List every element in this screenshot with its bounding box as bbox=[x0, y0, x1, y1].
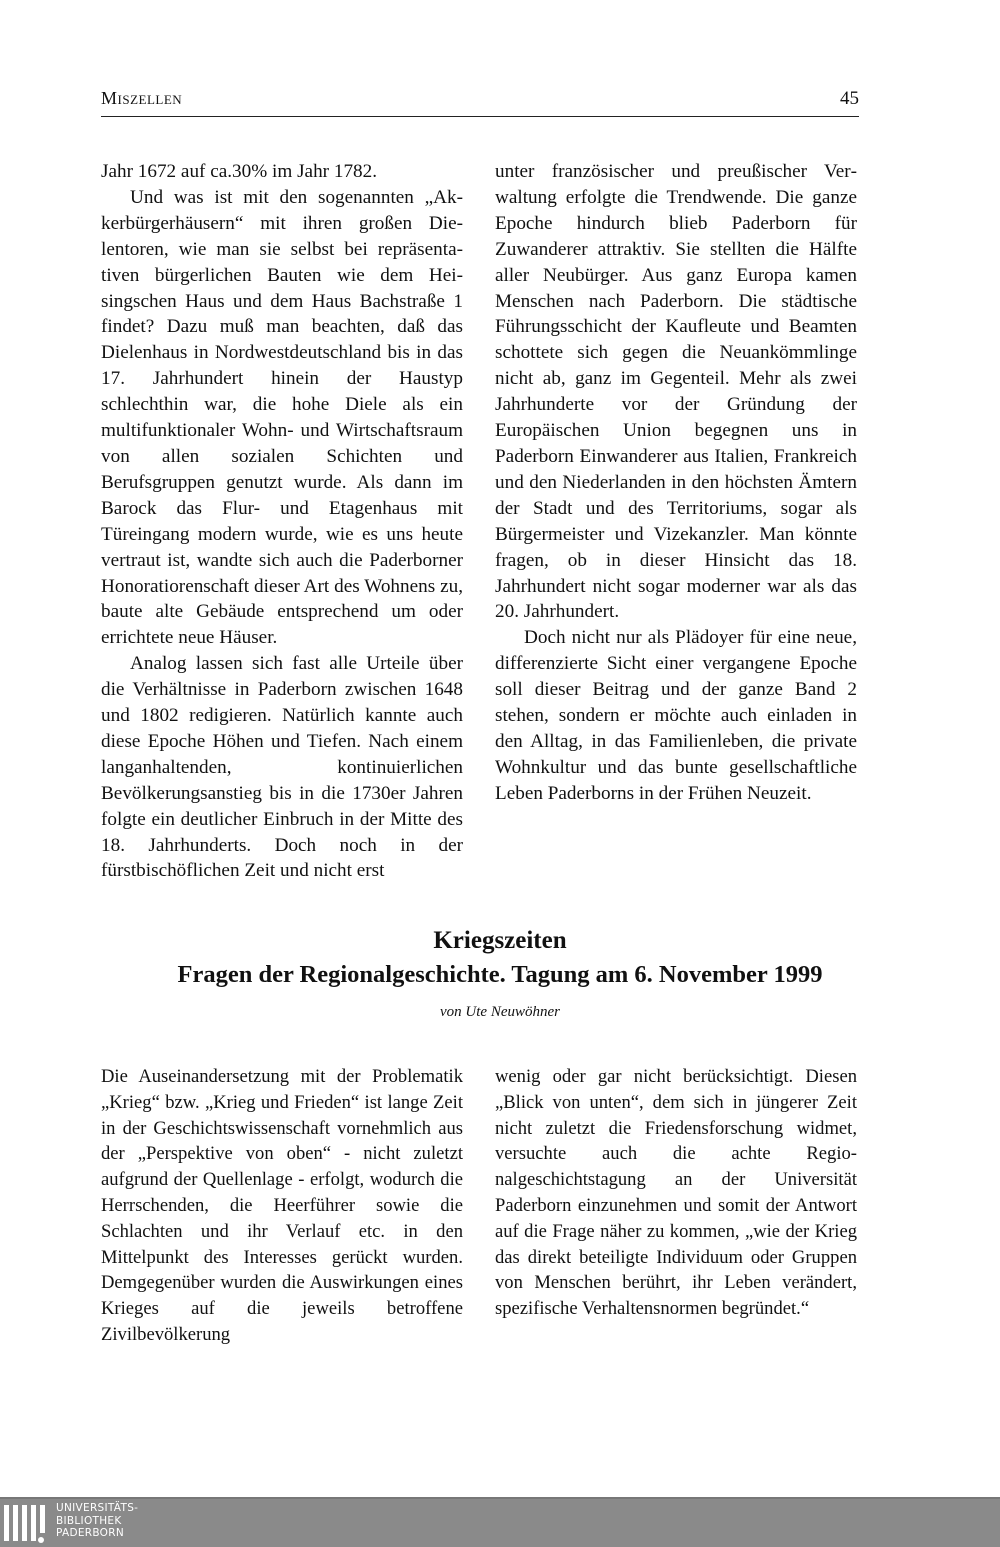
article-paragraph: Die Auseinandersetzung mit der Problematik „Krieg“ bzw. „Krieg und Frieden“ ist lange Zeit in der Geschichtswissenschaft vornehmlich aus der „Perspektive von oben“ - nicht zuletzt aufgrund der Quellenlage - erfolgt, wodurch die Herrschenden, die Heerführer sowie die Schlachten und ihr Verlauf etc. in den Mittelpunkt des Interesses gerückt wurden. Demgegenüber wurden die Auswirkungen eines Krieges auf die jeweils betroffene Zivilbevölkerung bbox=[101, 1066, 463, 1345]
library-name bbox=[56, 1502, 138, 1540]
logo-dot-icon bbox=[38, 1537, 44, 1543]
article-right-column bbox=[495, 1064, 857, 1322]
essay-paragraph: Jahr 1672 auf ca.30% im Jahr 1782. bbox=[101, 161, 378, 182]
essay-paragraph: Analog lassen sich fast alle Urteile über die Verhältnisse in Paderborn zwischen 1648 und 1802 redigieren. Natürlich kannte auch diese Epoche Höhen und Tiefen. Nach einem langanhaltenden, kontinuierlichen Bevölkerungsanstieg bis in die 1730er Jahren folgte ein deutlicher Einbruch in der Mitte des 18. Jahrhunderts. Doch noch in der fürstbischöflichen Zeit und nicht erst bbox=[101, 653, 463, 882]
library-name-line: UNIVERSITÄTS- bbox=[56, 1502, 139, 1514]
article-subtitle: Fragen der Regionalgeschichte. Tagung am 6. November 1999 bbox=[177, 961, 823, 988]
essay-paragraph: unter französischer und preußischer Verwaltung erfolgte die Trendwende. Die ganze Epoche hindurch blieb Paderborn für Zuwanderer attraktiv. Sie stellten die Hälfte aller Neubürger. Aus ganz Europa kamen Menschen nach Paderborn. Die städtische Führungsschicht der Kaufleute und Beamten schottete sich gegen die Neuankömmlinge nicht ab, ganz im Gegenteil. Mehr als zwei Jahrhunderte vor der Gründung der Europäischen Union begegnen uns in Paderborn Einwanderer aus Italien, Frankreich und den Niederlanden in den höchsten Ämtern der Stadt und des Territoriums, sogar als Bürgermeister und Vizekanzler. Man könnte fragen, ob in dieser Hinsicht das 18. Jahrhundert nicht sogar moderner war als das 20. Jahrhundert. bbox=[495, 161, 857, 623]
page-header bbox=[101, 88, 859, 117]
essay-left-column bbox=[101, 159, 463, 884]
article-left-column bbox=[101, 1064, 463, 1348]
running-title: Miszellen bbox=[101, 88, 183, 108]
article-heading bbox=[0, 924, 1000, 992]
essay-right-column bbox=[495, 159, 857, 807]
essay-paragraph: Und was ist mit den sogenannten „Akkerbürgerhäusern“ mit ihren großen Dielentoren, wie man sie selbst bei repräsentativen bürgerlichen Bauten wie dem Heisingschen Haus und dem Haus Bachstraße 1 findet? Dazu muß man beachten, daß das Dielenhaus in Nordwestdeutschland bis in das 17. Jahrhundert hinein der Haustyp schlechthin war, die hohe Diele als ein multifunktionaler Wohn- und Wirtschaftsraum von allen sozialen Schichten und Berufsgruppen genutzt wurde. Als dann im Barock das Flur- und Etagenhaus mit Türeingang modern wurde, wie es uns heute vertraut ist, wandte sich auch die Paderborner Honoratiorenschaft dieser Art des Wohnens zu, baute alte Gebäude entsprechend um oder errichtete neue Häuser. bbox=[101, 186, 463, 649]
article-title: Kriegszeiten bbox=[433, 927, 567, 954]
library-logo-icon bbox=[4, 1505, 48, 1541]
essay-paragraph: Doch nicht nur als Plädoyer für eine neue, differenzierte Sicht einer vergangene Epoche soll dieser Beitrag und der ganze Band 2 stehen, sondern er möchte auch einladen in den Alltag, in das Familienleben, die private Wohnkultur und das bunte gesellschaftliche Leben Paderborns in der Frühen Neuzeit. bbox=[495, 627, 857, 804]
article-paragraph: wenig oder gar nicht berücksichtigt. Diesen „Blick von unten“, dem sich in jüngerer Zeit nicht zuletzt die Friedensforschung widmet, versuchte auch die achte Regionalgeschichtstagung an der Universität Paderborn einzunehmen und somit der Antwort auf die Frage näher zu kommen, „wie der Krieg das direkt beteiligte Individuum oder Gruppen von Menschen berührt, ihr Leben verändert, spezifische Verhaltensnormen begründet.“ bbox=[495, 1066, 857, 1320]
page-number: 45 bbox=[840, 88, 859, 109]
library-footer-band bbox=[0, 1497, 1000, 1547]
article-byline: von Ute Neuwöhner bbox=[440, 1004, 560, 1020]
library-name-line: PADERBORN bbox=[56, 1527, 124, 1539]
library-name-line: BIBLIOTHEK bbox=[56, 1514, 122, 1527]
